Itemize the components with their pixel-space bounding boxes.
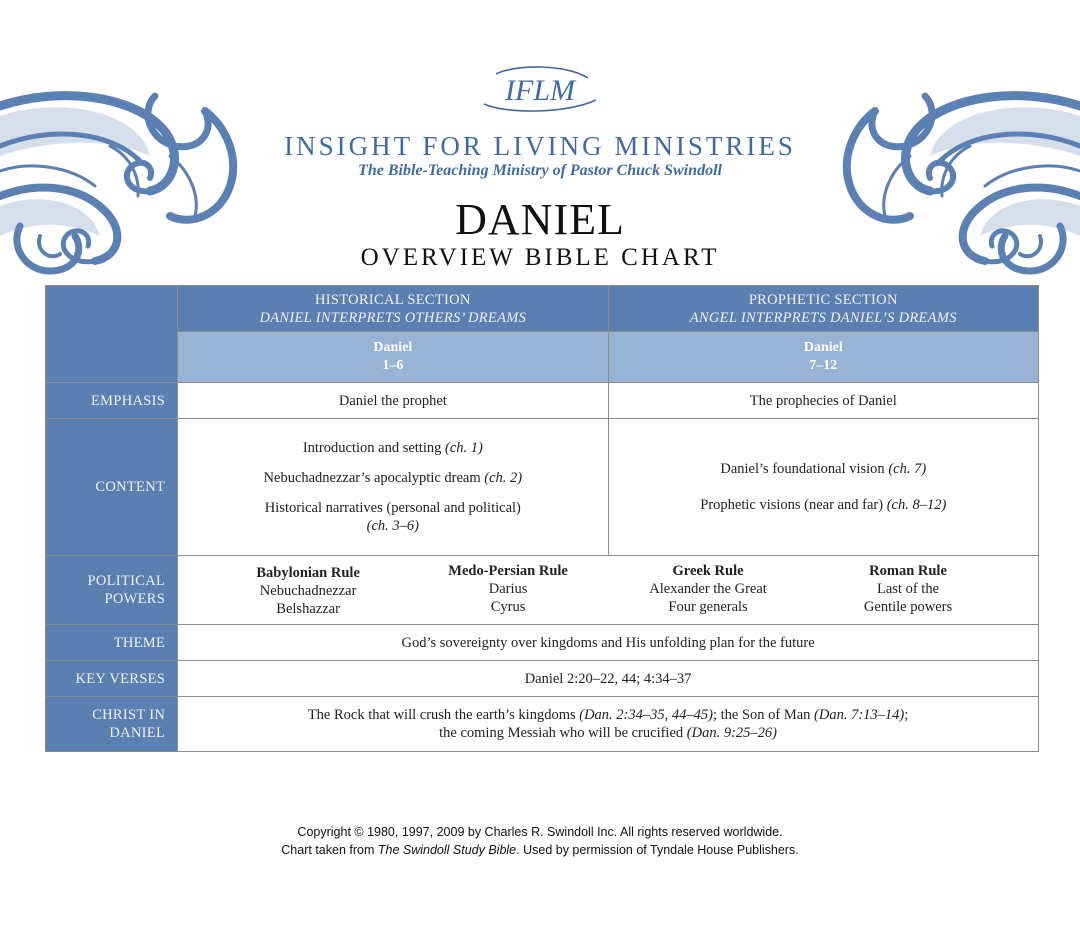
political-powers-row [46,556,1039,625]
christ-row [46,697,1039,752]
power-greek: Greek Rule Alexander the Great Four generals [649,563,767,615]
historical-section-header [178,286,608,332]
prophetic-section-header [608,286,1038,332]
section-range-row [46,332,1039,383]
copyright-notice [0,823,1080,859]
table-corner-cell [46,286,178,383]
content-row [46,419,1039,556]
prophetic-range-cell [608,332,1038,383]
political-powers-cell [178,556,1039,625]
chart-title: DANIEL [455,195,625,244]
key-verses-label: KEY VERSES [46,661,178,697]
political-powers-label: POLITICAL POWERS [46,556,178,625]
copyright-line-2: Chart taken from The Swindoll Study Bible. Used by permission of Tyndale House Publishers. [281,843,799,857]
historical-section-subtitle: DANIEL INTERPRETS OTHERS’ DREAMS [259,309,527,326]
chart-subtitle: OVERVIEW BIBLE CHART [360,244,720,271]
copyright-line-1: Copyright © 1980, 1997, 2009 by Charles R. Swindoll Inc. All rights reserved worldwide. [297,825,783,839]
content-item: Nebuchadnezzar’s apocalyptic dream (ch. 2) [263,470,523,486]
content-item: Historical narratives (personal and political) (ch. 3–6) [264,500,521,534]
logo-monogram-text: IFLM [505,74,575,107]
content-item: Daniel’s foundational vision (ch. 7) [720,461,927,477]
overview-chart-table [45,285,1039,752]
prophetic-range: 7–12 [809,358,838,373]
section-header-row [46,286,1039,332]
power-babylonian: Babylonian Rule Nebuchadnezzar Belshazzar [256,565,360,617]
content-item: Prophetic visions (near and far) (ch. 8–12) [700,497,947,513]
emphasis-row [46,383,1039,419]
prophetic-section-name: PROPHETIC SECTION [748,291,898,308]
historical-range: 1–6 [382,358,404,373]
iflm-monogram-logo [476,60,604,118]
emphasis-prophetic: The prophecies of Daniel [608,383,1038,419]
historical-book: Daniel [373,340,413,355]
historical-range-cell [178,332,608,383]
christ-label: CHRIST IN DANIEL [46,697,178,752]
theme-row [46,625,1039,661]
historical-section-name: HISTORICAL SECTION [315,291,471,308]
content-historical [178,419,608,556]
emphasis-label: EMPHASIS [46,383,178,419]
key-verses-row [46,661,1039,697]
prophetic-book: Daniel [803,340,843,355]
theme-value: God’s sovereignty over kingdoms and His unfolding plan for the future [178,625,1039,661]
power-roman: Roman Rule Last of the Gentile powers [863,563,953,615]
content-item: Introduction and setting (ch. 1) [302,440,483,456]
power-medo-persian: Medo-Persian Rule Darius Cyrus [448,563,568,615]
christ-value: The Rock that will crush the earth’s kingdoms (Dan. 2:34–35, 44–45); the Son of Man (Dan. 7:13–14); the coming Messiah who will be crucified (Dan. 9:25–26) [178,697,1039,752]
organization-tagline: The Bible-Teaching Ministry of Pastor Chuck Swindoll [358,162,722,179]
content-label: CONTENT [46,419,178,556]
theme-label: THEME [46,625,178,661]
prophetic-section-subtitle: ANGEL INTERPRETS DANIEL’S DREAMS [689,309,957,326]
organization-name: INSIGHT FOR LIVING MINISTRIES [284,131,796,161]
key-verses-value: Daniel 2:20–22, 44; 4:34–37 [178,661,1039,697]
emphasis-historical: Daniel the prophet [178,383,608,419]
content-prophetic [608,419,1038,556]
